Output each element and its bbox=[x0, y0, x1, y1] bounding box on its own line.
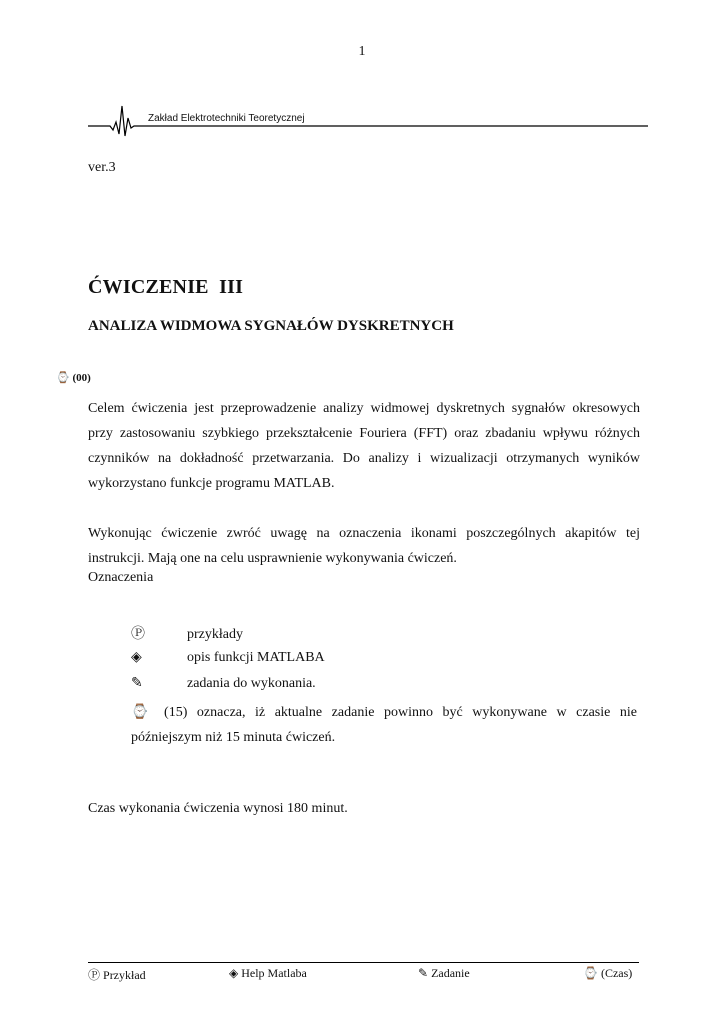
footer-item-example bbox=[88, 966, 146, 983]
time-marker-text: (00) bbox=[72, 372, 91, 384]
footer-divider bbox=[88, 962, 639, 963]
exercise-title: ĆWICZENIE III bbox=[88, 276, 244, 298]
clock-icon: ⌚ bbox=[583, 966, 598, 980]
clock-icon: ⌚ bbox=[56, 372, 70, 384]
legend-heading: Oznaczenia bbox=[88, 570, 154, 585]
time-marker bbox=[56, 371, 91, 384]
clock-icon: ⌚ bbox=[131, 705, 155, 720]
footer-label: Zadanie bbox=[431, 966, 470, 980]
time-note bbox=[131, 700, 637, 750]
legend-item-tasks bbox=[131, 675, 316, 692]
footer-label: (Czas) bbox=[600, 966, 633, 980]
footer-label: Help Matlaba bbox=[241, 966, 307, 980]
p-circle-icon: Ⓟ bbox=[88, 968, 101, 982]
footer-item-matlab-help bbox=[229, 966, 307, 981]
department-name: Zakład Elektrotechniki Teoretycznej bbox=[148, 113, 305, 124]
legend-label: przykłady bbox=[187, 627, 243, 642]
exercise-subtitle: ANALIZA WIDMOWA SYGNAŁÓW DYSKRETNYCH bbox=[88, 318, 454, 334]
intro-paragraph: Celem ćwiczenia jest przeprowadzenie analizy widmowej dyskretnych sygnałów okresowych przy zastosowaniu szybkiego przekształcenie Fouriera (FFT) oraz zbadaniu wpływu różnych czynników na dokładność przetwarzania. Do analizy i wizualizacji otrzymanych wyników wykorzystano funkcje programu MATLAB. bbox=[88, 401, 640, 491]
legend-label: opis funkcji MATLABA bbox=[187, 650, 325, 665]
page-number: 1 bbox=[358, 44, 366, 59]
legend-item-examples bbox=[131, 623, 243, 643]
footer-label: Przykład bbox=[103, 968, 146, 982]
diamond-icon: ◈ bbox=[229, 966, 239, 980]
time-note-text: (15) oznacza, iż aktualne zadanie powinno być wykonywane w czasie nie późniejszym niż 15 minuta ćwiczeń. bbox=[131, 705, 638, 745]
legend-item-matlab-help bbox=[131, 649, 325, 666]
p-circle-icon: Ⓟ bbox=[131, 627, 145, 642]
icons-paragraph: Wykonując ćwiczenie zwróć uwagę na oznaczenia ikonami poszczególnych akapitów tej instrukcji. Mają one na celu usprawnienie wykonywania ćwiczeń. bbox=[88, 526, 640, 566]
pen-icon: ✎ bbox=[131, 676, 143, 691]
version-label: ver.3 bbox=[88, 160, 116, 175]
duration-text: Czas wykonania ćwiczenia wynosi 180 minut. bbox=[88, 801, 348, 816]
footer-item-task bbox=[418, 966, 470, 981]
diamond-icon: ◈ bbox=[131, 650, 142, 665]
pen-icon: ✎ bbox=[418, 966, 429, 980]
footer-item-time bbox=[583, 966, 632, 981]
legend-label: zadania do wykonania. bbox=[187, 676, 316, 691]
